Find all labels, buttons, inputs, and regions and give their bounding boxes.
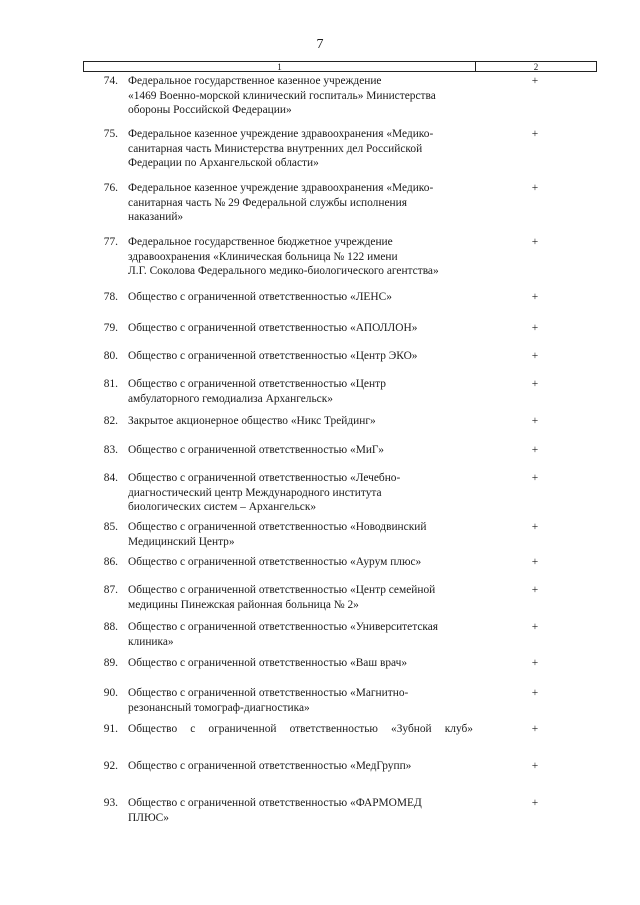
organization-name bbox=[128, 620, 473, 649]
row-number: 87. bbox=[103, 584, 118, 596]
organization-name bbox=[128, 414, 473, 429]
inclusion-mark: + bbox=[531, 128, 539, 140]
organization-name-line: наказаний» bbox=[128, 211, 184, 223]
column-2-header: 2 bbox=[533, 62, 539, 72]
row-number: 83. bbox=[103, 444, 118, 456]
row-number: 79. bbox=[103, 322, 118, 334]
organization-name-line: Общество с ограниченной ответственностью «Новодвинский bbox=[128, 521, 427, 533]
organization-name-line: обороны Российской Федерации» bbox=[128, 104, 292, 116]
page-number: 7 bbox=[316, 37, 324, 52]
organization-name-line: клиника» bbox=[128, 635, 174, 648]
organization-name bbox=[128, 686, 473, 715]
organization-name-line: Общество с ограниченной ответственностью «ЛЕНС» bbox=[128, 291, 392, 303]
organization-name-line: Общество с ограниченной ответственностью «Магнитно- bbox=[128, 687, 409, 699]
row-number: 86. bbox=[103, 556, 118, 568]
row-number: 89. bbox=[103, 657, 118, 669]
organization-name-line: здравоохранения «Клиническая больница № 122 имени bbox=[128, 250, 398, 263]
organization-name bbox=[128, 181, 473, 225]
row-number: 74. bbox=[103, 75, 118, 87]
organization-name-line: санитарная часть № 29 Федеральной службы исполнения bbox=[128, 196, 407, 209]
inclusion-mark: + bbox=[531, 444, 539, 456]
organization-name bbox=[128, 321, 473, 336]
organization-name-line: Общество с ограниченной ответственностью «Зубной клуб» bbox=[128, 723, 473, 735]
column-1-header: 1 bbox=[84, 62, 476, 71]
table-header bbox=[83, 61, 597, 72]
organization-name-line: Общество с ограниченной ответственностью «Центр ЭКО» bbox=[128, 350, 418, 362]
inclusion-mark: + bbox=[531, 472, 539, 484]
organization-name bbox=[128, 555, 473, 570]
inclusion-mark: + bbox=[531, 378, 539, 390]
row-number: 84. bbox=[103, 472, 118, 484]
organization-name-line: Общество с ограниченной ответственностью «Ваш врач» bbox=[128, 657, 408, 669]
organization-name bbox=[128, 443, 473, 458]
inclusion-mark: + bbox=[531, 723, 539, 735]
inclusion-mark: + bbox=[531, 760, 539, 772]
inclusion-mark: + bbox=[531, 182, 539, 194]
organization-name-line: ПЛЮС» bbox=[128, 811, 169, 824]
organization-name-line: Федеральное казенное учреждение здравоохранения «Медико- bbox=[128, 128, 434, 140]
inclusion-mark: + bbox=[531, 657, 539, 669]
inclusion-mark: + bbox=[531, 521, 539, 533]
organization-name-line: биологических систем – Архангельск» bbox=[128, 501, 317, 513]
row-number: 77. bbox=[103, 236, 118, 248]
row-number: 92. bbox=[103, 760, 118, 772]
row-number: 90. bbox=[103, 687, 118, 699]
row-number: 82. bbox=[103, 415, 118, 427]
inclusion-mark: + bbox=[531, 291, 539, 303]
organization-name-line: Общество с ограниченной ответственностью «Центр семейной bbox=[128, 584, 436, 596]
organization-name bbox=[128, 377, 473, 406]
inclusion-mark: + bbox=[531, 621, 539, 633]
organization-name bbox=[128, 349, 473, 364]
organization-name-line: Федеральное казенное учреждение здравоохранения «Медико- bbox=[128, 182, 434, 194]
row-number: 93. bbox=[103, 797, 118, 809]
organization-name-line: Общество с ограниченной ответственностью «Университетская bbox=[128, 621, 439, 633]
row-number: 80. bbox=[103, 350, 118, 362]
inclusion-mark: + bbox=[531, 584, 539, 596]
organization-name-line: Общество с ограниченной ответственностью «Аурум плюс» bbox=[128, 556, 422, 568]
row-number: 76. bbox=[103, 182, 118, 194]
organization-name-line: Общество с ограниченной ответственностью «АПОЛЛОН» bbox=[128, 322, 418, 334]
organization-name-line: медицины Пинежская районная больница № 2» bbox=[128, 598, 359, 611]
organization-name bbox=[128, 796, 473, 825]
organization-name bbox=[128, 471, 473, 515]
organization-name-line: Общество с ограниченной ответственностью «Лечебно- bbox=[128, 472, 401, 484]
inclusion-mark: + bbox=[531, 350, 539, 362]
organization-name-line: Федеральное государственное казенное учреждение bbox=[128, 75, 382, 87]
inclusion-mark: + bbox=[531, 687, 539, 699]
row-number: 78. bbox=[103, 291, 118, 303]
organization-name bbox=[128, 722, 473, 737]
organization-name-line: Медицинский Центр» bbox=[128, 535, 235, 548]
row-number: 85. bbox=[103, 521, 118, 533]
organization-name-line: «1469 Военно-морской клинический госпиталь» Министерства bbox=[128, 89, 436, 102]
organization-name-line: амбулаторного гемодиализа Архангельск» bbox=[128, 392, 333, 405]
organization-name bbox=[128, 520, 473, 549]
organization-name bbox=[128, 74, 473, 118]
organization-name-line: санитарная часть Министерства внутренних дел Российской bbox=[128, 142, 423, 155]
organization-name-line: диагностический центр Международного института bbox=[128, 486, 382, 499]
row-number: 81. bbox=[103, 378, 118, 390]
organization-name bbox=[128, 759, 473, 774]
row-number: 88. bbox=[103, 621, 118, 633]
organization-name-line: Общество с ограниченной ответственностью «Центр bbox=[128, 378, 386, 390]
organization-name bbox=[128, 235, 473, 279]
inclusion-mark: + bbox=[531, 236, 539, 248]
organization-name bbox=[128, 656, 473, 671]
organization-name bbox=[128, 290, 473, 305]
organization-name bbox=[128, 127, 473, 171]
inclusion-mark: + bbox=[531, 797, 539, 809]
organization-name-line: Федерации по Архангельской области» bbox=[128, 157, 319, 169]
organization-name bbox=[128, 583, 473, 612]
inclusion-mark: + bbox=[531, 75, 539, 87]
organization-name-line: Общество с ограниченной ответственностью «МедГрупп» bbox=[128, 760, 412, 772]
organization-name-line: Л.Г. Соколова Федерального медико-биологического агентства» bbox=[128, 265, 439, 277]
inclusion-mark: + bbox=[531, 556, 539, 568]
organization-name-line: Закрытое акционерное общество «Никс Трейдинг» bbox=[128, 415, 376, 427]
row-number: 91. bbox=[103, 723, 118, 735]
organization-name-line: резонансный томограф-диагностика» bbox=[128, 701, 310, 714]
organization-name-line: Федеральное государственное бюджетное учреждение bbox=[128, 236, 393, 248]
inclusion-mark: + bbox=[531, 322, 539, 334]
organization-name-line: Общество с ограниченной ответственностью «МиГ» bbox=[128, 444, 384, 456]
organization-name-line: Общество с ограниченной ответственностью «ФАРМОМЕД bbox=[128, 797, 422, 809]
inclusion-mark: + bbox=[531, 415, 539, 427]
row-number: 75. bbox=[103, 128, 118, 140]
